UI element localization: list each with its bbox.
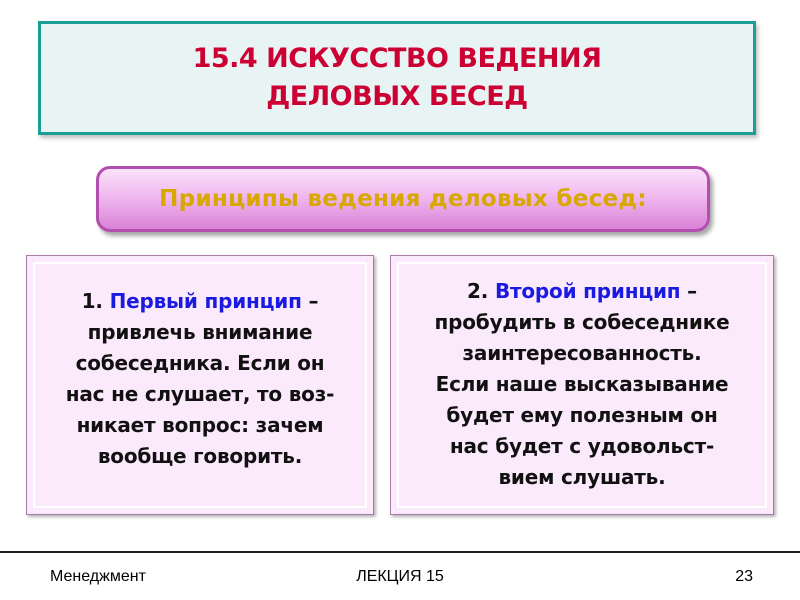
principle-heading-line [37,286,363,317]
principle-name: Второй принцип [494,279,681,303]
principle-line: заинтересованность. [462,341,702,365]
footer-page-number: 23 [735,568,753,585]
principle-line: пробудить в собеседнике [434,310,730,334]
footer-lecture-label: ЛЕКЦИЯ 15 [356,568,444,585]
principle-dash: – [687,279,697,303]
principle-card-1 [26,255,374,515]
footer-divider [0,551,800,553]
slide-title-box [38,21,756,135]
principle-line: никает вопрос: зачем [76,413,324,437]
principles-heading: Принципы ведения деловых бесед: [159,186,647,212]
slide-title-line-1: 15.4 ИСКУССТВО ВЕДЕНИЯ [192,43,602,74]
principle-line: Если наше высказывание [435,372,729,396]
principles-heading-banner [96,166,710,232]
principle-line: будет ему полезным он [446,403,718,427]
principle-line: привлечь внимание [87,320,313,344]
principle-line: нас не слушает, то воз- [65,382,335,406]
footer-course-name: Менеджмент [50,568,146,585]
principle-name: Первый принцип [109,289,302,313]
slide-title-line-2: ДЕЛОВЫХ БЕСЕД [266,81,528,112]
principle-text-2 [401,276,763,493]
principle-line: нас будет с удовольст- [449,434,715,458]
principle-number: 2. [467,279,489,303]
principle-dash: – [308,289,319,313]
principle-line: собеседника. Если он [75,351,325,375]
principle-line: вием слушать. [498,465,666,489]
principle-number: 1. [81,289,103,313]
principle-card-2 [390,255,774,515]
principle-line: вообще говорить. [97,444,303,468]
principle-heading-line [401,276,763,307]
principle-text-1 [37,286,363,472]
